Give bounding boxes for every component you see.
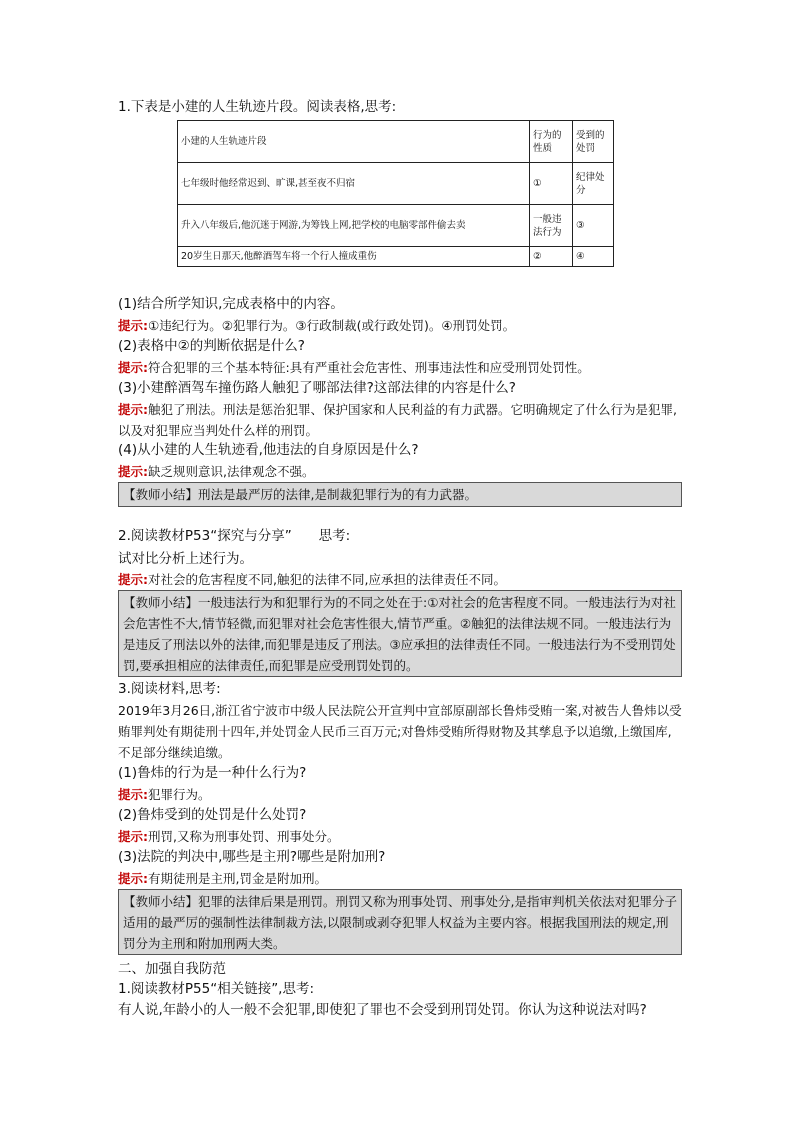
q1-sub3-answer [118,399,684,441]
q3-sub3-question: (3)法院的判决中,哪些是主刑?哪些是附加刑? [118,849,386,865]
q3-sub2-question: (2)鲁炜受到的处罚是什么处罚? [118,807,307,823]
hint-label: 提示: [118,871,148,886]
answer-text: 对社会的危害程度不同,触犯的法律不同,应承担的法律责任不同。 [148,572,506,587]
table-header-track: 小建的人生轨迹片段 [178,121,530,163]
q2-answer [118,569,684,590]
table-cell: 一般违法行为 [530,205,573,247]
answer-text: 有期徒刑是主刑,罚金是附加刑。 [148,871,327,886]
teacher-summary-2: 【教师小结】一般违法行为和犯罪行为的不同之处在于:①对社会的危害程度不同。一般违法行为对社会危害性不大,情节轻微,而犯罪对社会危害性很大,情节严重。②触犯的法律法规不同。一般违法行为是违反了刑法以外的法律,而犯罪是违反了刑法。③应承担的法律责任不同。一般违法行为不受刑罚处罚,要承担相应的法律责任,而犯罪是应受刑罚处罚的。 [118,590,682,677]
table-cell: ④ [573,247,614,267]
q1-sub4-answer [118,461,684,482]
section-heading: 二、加强自我防范 [118,961,226,977]
hint-label: 提示: [118,829,148,844]
q1-sub1-answer [118,315,684,336]
life-track-table [177,120,614,267]
table-cell: ① [530,163,573,205]
section2-question: 有人说,年龄小的人一般不会犯罪,即使犯了罪也不会受到刑罚处罚。你认为这种说法对吗? [118,1002,647,1018]
hint-label: 提示: [118,464,148,479]
section2-intro: 1.阅读教材P55“相关链接”,思考: [118,981,315,997]
table-cell: 纪律处分 [573,163,614,205]
answer-text: 缺乏规则意识,法律观念不强。 [148,464,315,479]
q1-sub2-answer [118,357,684,378]
q3-sub2-answer [118,826,684,847]
q3-material: 2019年3月26日,浙江省宁波市中级人民法院公开宣判中宣部原副部长鲁炜受贿一案,对被告人鲁炜以受贿罪判处有期徒刑十四年,并处罚金人民币三百万元;对鲁炜受贿所得财物及其孳息予以追缴,上缴国库,不足部分继续追缴。 [118,703,682,760]
answer-text: 犯罪行为。 [148,787,211,802]
hint-label: 提示: [118,572,148,587]
q1-sub4-question: (4)从小建的人生轨迹看,他违法的自身原因是什么? [118,442,419,458]
answer-text: 触犯了刑法。刑法是惩治犯罪、保护国家和人民利益的有力武器。它明确规定了什么行为是犯罪,以及对犯罪应当判处什么样的刑罚。 [118,402,677,438]
teacher-summary-3: 【教师小结】犯罪的法律后果是刑罚。刑罚又称为刑事处罚、刑事处分,是指审判机关依法对犯罪分子适用的最严厉的强制性法律制裁方法,以限制或剥夺犯罪人权益为主要内容。根据我国刑法的规定,刑罚分为主刑和附加刑两大类。 [118,889,682,955]
q2-question: 试对比分析上述行为。 [118,551,253,567]
q3-sub1-question: (1)鲁炜的行为是一种什么行为? [118,765,307,781]
teacher-summary-1: 【教师小结】刑法是最严厉的法律,是制裁犯罪行为的有力武器。 [118,482,682,507]
answer-text: 刑罚,又称为刑事处罚、刑事处分。 [148,829,340,844]
q1-sub2-question: (2)表格中②的判断依据是什么? [118,338,305,354]
table-header-nature: 行为的性质 [530,121,573,163]
q1-intro: 1.下表是小建的人生轨迹片段。阅读表格,思考: [118,99,397,115]
hint-label: 提示: [118,402,148,417]
table-cell: 升入八年级后,他沉迷于网游,为筹钱上网,把学校的电脑零部件偷去卖 [178,205,530,247]
table-cell: 七年级时他经常迟到、旷课,甚至夜不归宿 [178,163,530,205]
hint-label: 提示: [118,360,148,375]
q3-intro: 3.阅读材料,思考: [118,681,221,697]
hint-label: 提示: [118,787,148,802]
table-cell: 20岁生日那天,他醉酒驾车将一个行人撞成重伤 [178,247,530,267]
q2-intro: 2.阅读教材P53“探究与分享” 思考: [118,528,351,544]
hint-label: 提示: [118,318,148,333]
q3-sub1-answer [118,784,684,805]
table-cell: ③ [573,205,614,247]
q1-sub3-question: (3)小建醉酒驾车撞伤路人触犯了哪部法律?这部法律的内容是什么? [118,380,516,396]
q1-sub1-question: (1)结合所学知识,完成表格中的内容。 [118,296,344,312]
answer-text: ①违纪行为。②犯罪行为。③行政制裁(或行政处罚)。④刑罚处罚。 [148,318,516,333]
q3-sub3-answer [118,868,684,889]
table-header-punishment: 受到的处罚 [573,121,614,163]
table-cell: ② [530,247,573,267]
answer-text: 符合犯罪的三个基本特征:具有严重社会危害性、刑事违法性和应受刑罚处罚性。 [148,360,590,375]
